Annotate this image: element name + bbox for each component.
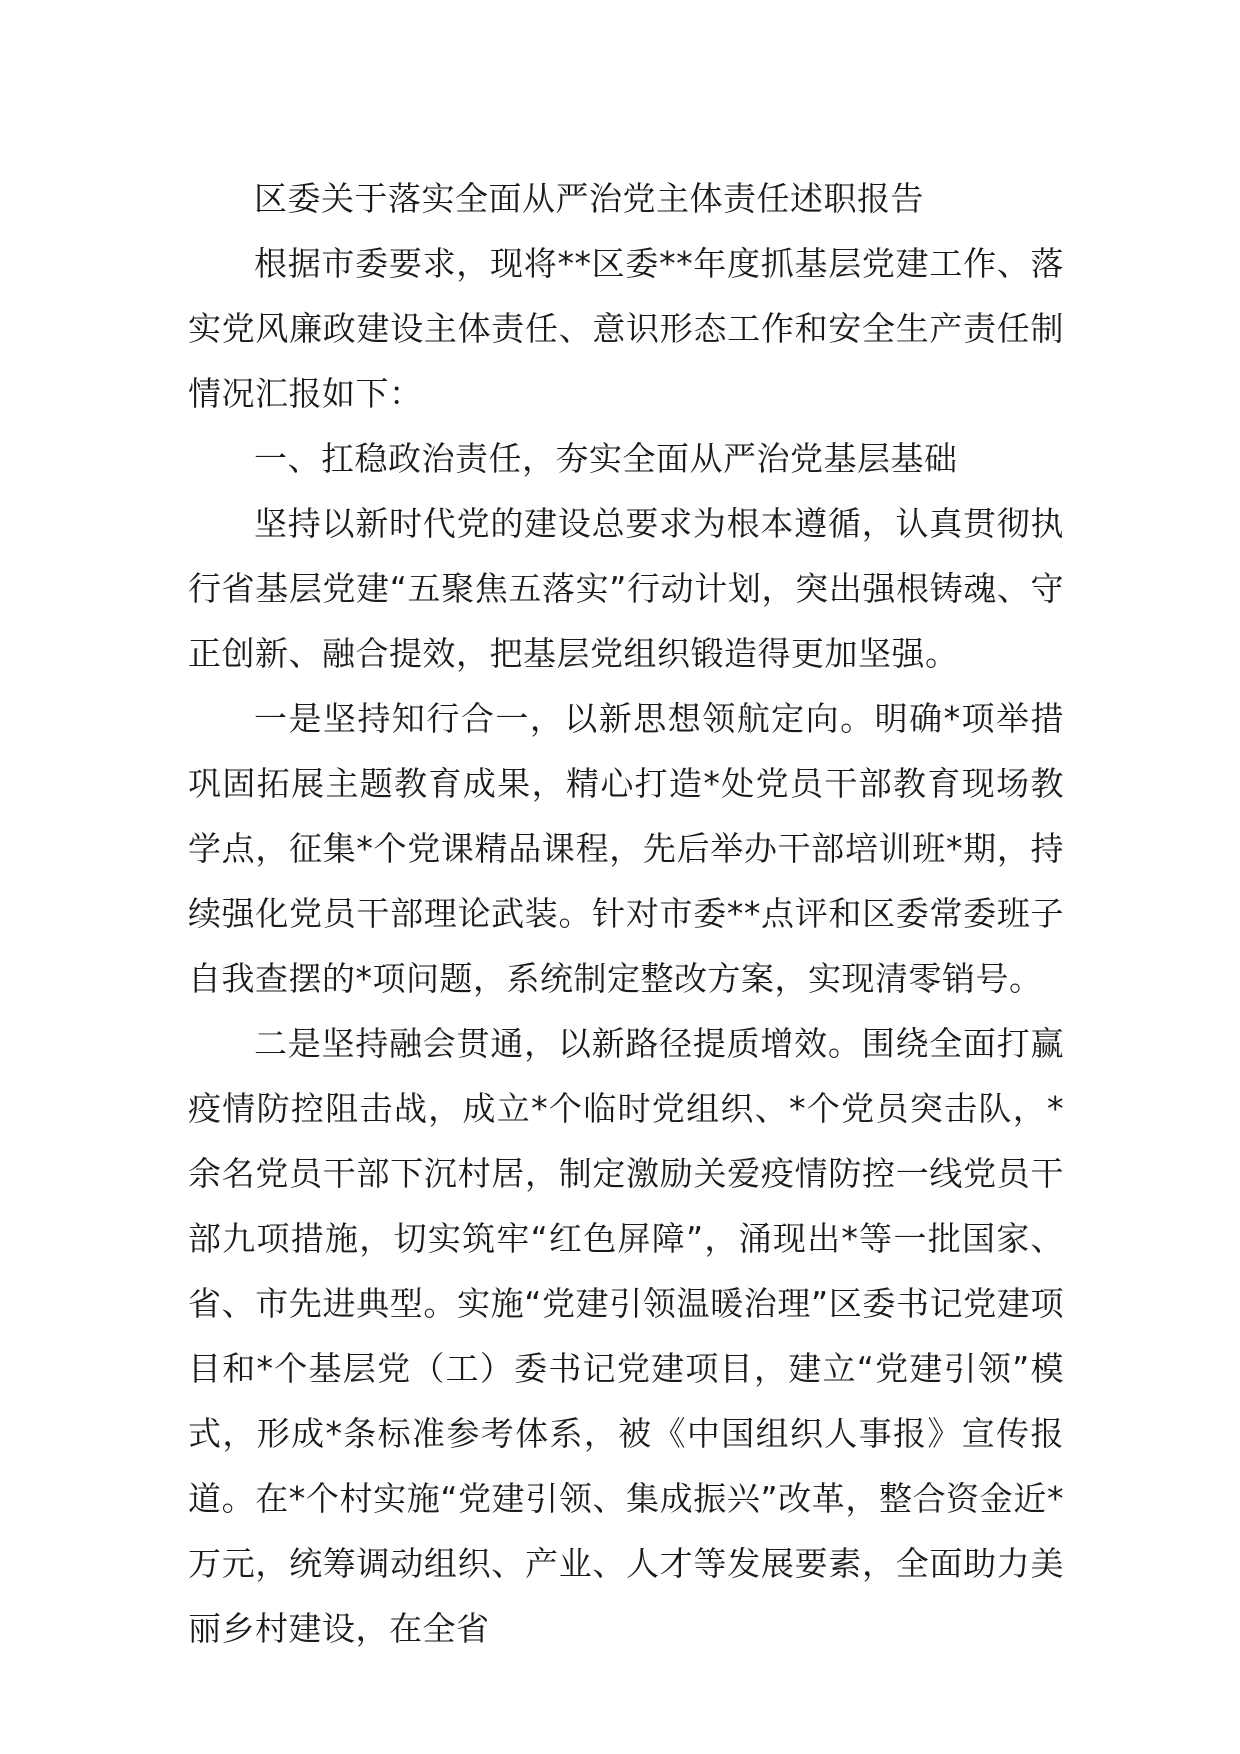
paragraph-point-1: 一是坚持知行合一，以新思想领航定向。明确*项举措巩固拓展主题教育成果，精心打造*处党员干部教育现场教学点，征集*个党课精品课程，先后举办干部培训班*期，持续强化党员干部理论武装。针对市委**点评和区委常委班子自我查摆的*项问题，系统制定整改方案，实现清零销号。 bbox=[188, 699, 1064, 998]
section-heading-1: 一、扛稳政治责任，夯实全面从严治党基层基础 bbox=[254, 439, 958, 478]
document-body bbox=[188, 166, 1064, 1661]
paragraph-intro: 根据市委要求，现将**区委**年度抓基层党建工作、落实党风廉政建设主体责任、意识形态工作和安全生产责任制情况汇报如下： bbox=[188, 244, 1064, 413]
document-title: 区委关于落实全面从严治党主体责任述职报告 bbox=[254, 179, 924, 218]
paragraph-point-2: 二是坚持融会贯通，以新路径提质增效。围绕全面打赢疫情防控阻击战，成立*个临时党组织、*个党员突击队，*余名党员干部下沉村居，制定激励关爱疫情防控一线党员干部九项措施，切实筑牢“红色屏障”，涌现出*等一批国家、省、市先进典型。实施“党建引领温暖治理”区委书记党建项目和*个基层党（工）委书记党建项目，建立“党建引领”模式，形成*条标准参考体系，被《中国组织人事报》宣传报道。在*个村实施“党建引领、集成振兴”改革，整合资金近*万元，统筹调动组织、产业、人才等发展要素，全面助力美丽乡村建设，在全省 bbox=[188, 1024, 1064, 1648]
paragraph-section-1-summary: 坚持以新时代党的建设总要求为根本遵循，认真贯彻执行省基层党建“五聚焦五落实”行动计划，突出强根铸魂、守正创新、融合提效，把基层党组织锻造得更加坚强。 bbox=[188, 504, 1064, 673]
